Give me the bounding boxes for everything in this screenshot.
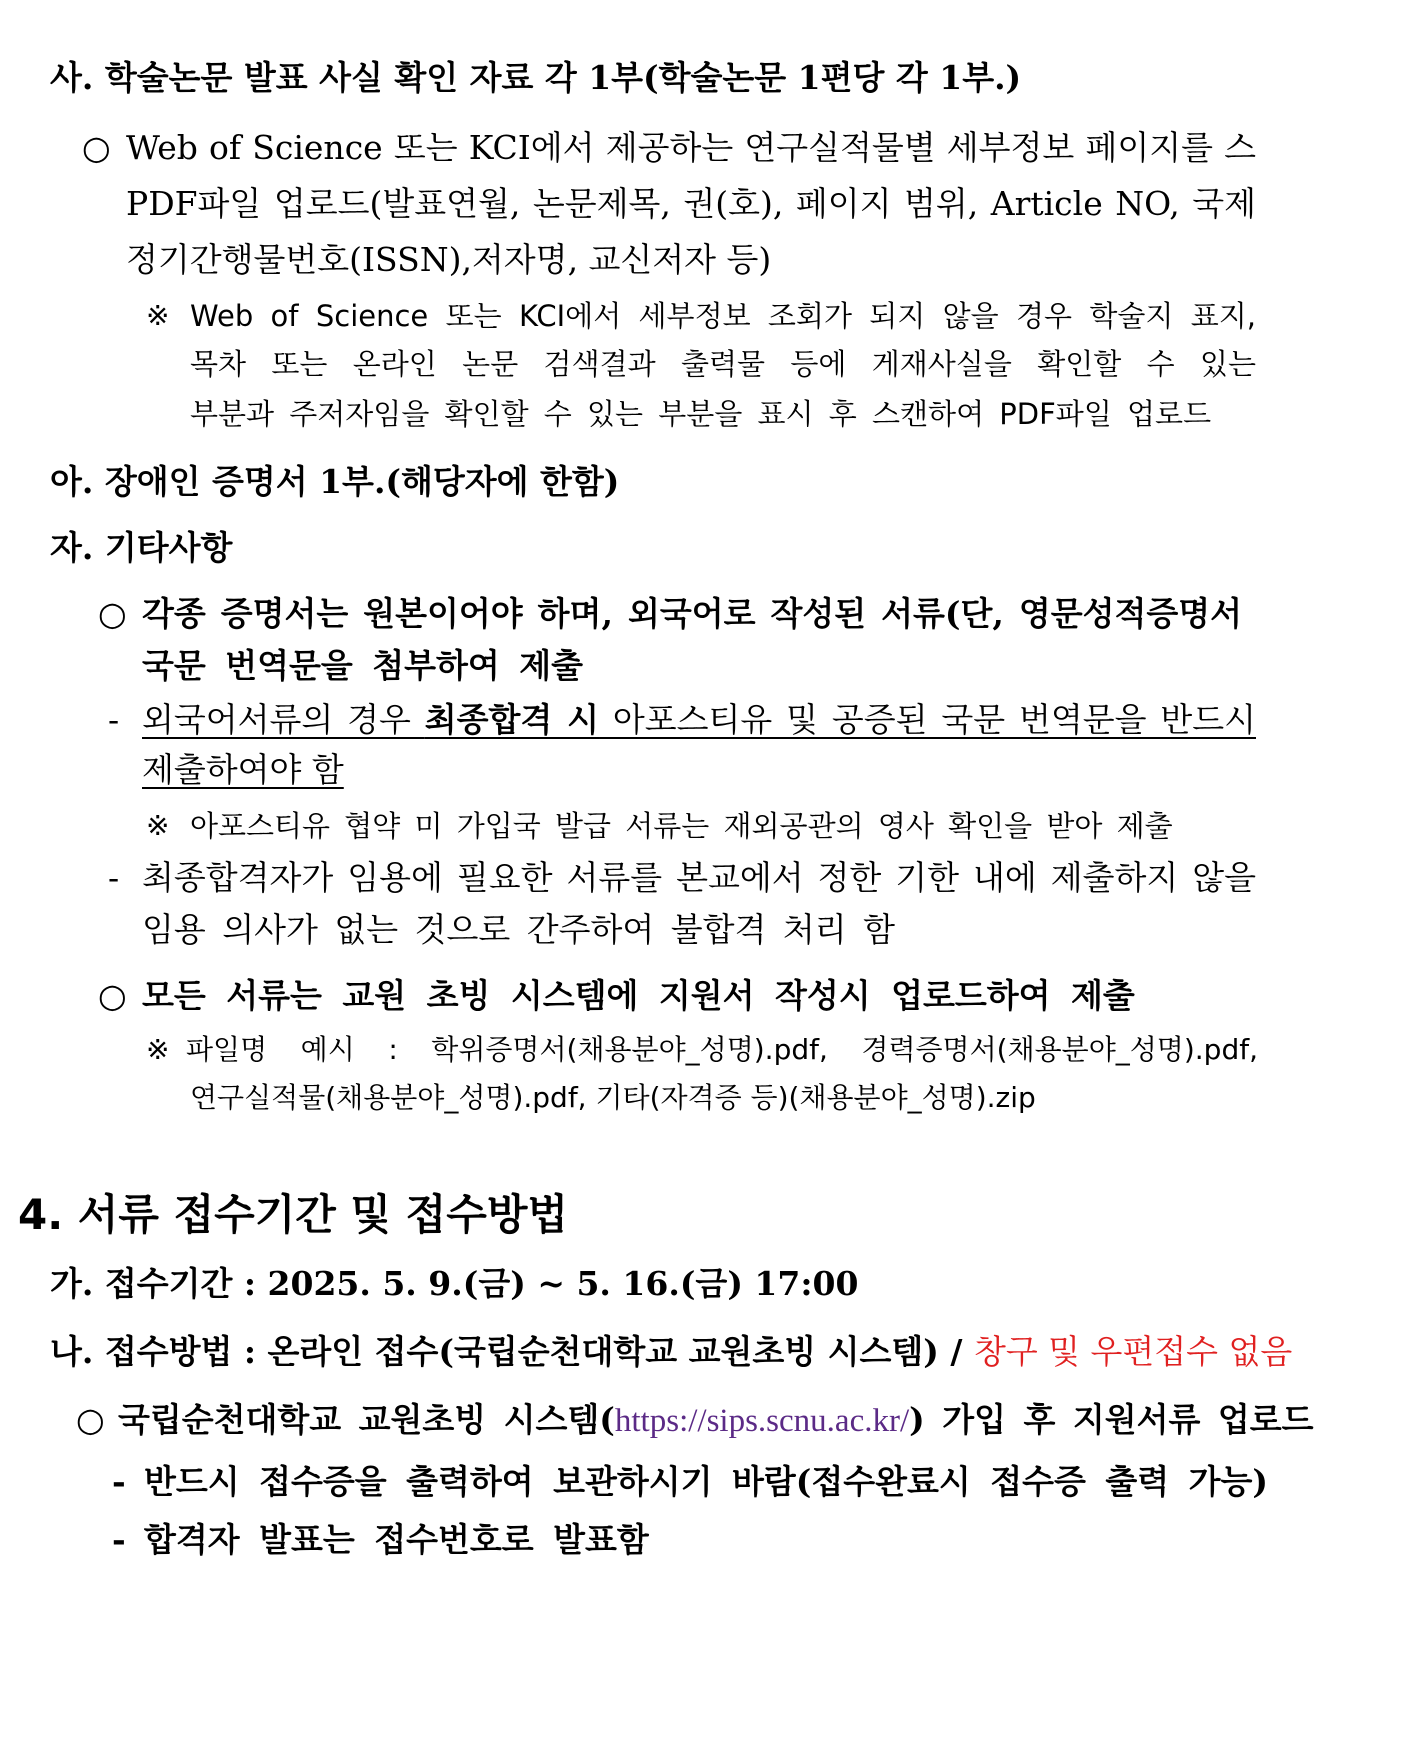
dash-icon: - — [108, 858, 120, 897]
sa-note-2: 목차 또는 온라인 논문 검색결과 출력물 등에 게재사실을 확인할 수 있는 — [190, 347, 1256, 381]
ja-file-note-2: 연구실적물(채용분야_성명).pdf, 기타(자격증 등)(채용분야_성명).zip — [190, 1081, 1036, 1114]
ja-dash1-line-1 — [142, 700, 1256, 740]
note-mark-icon: ※ — [146, 299, 170, 332]
upload-pre: 국립순천대학교 교원초빙 시스템( — [118, 1400, 615, 1439]
sa-note-3: 부분과 주저자임을 확인할 수 있는 부분을 표시 후 스캔하여 PDF파일 업로드 — [190, 397, 1212, 431]
method-label: 나. 접수방법 : 온라인 접수(국립순천대학교 교원초빙 시스템) / — [50, 1332, 974, 1371]
ja-dash1-bold: 최종합격 시 — [424, 700, 600, 739]
sa-line-2: PDF파일 업로드(발표연월, 논문제목, 권(호), 페이지 범위, Article NO, 국제 — [126, 184, 1256, 223]
bullet-icon: ○ — [82, 128, 111, 167]
ja-dash1-post: 아포스티유 및 공증된 국문 번역문을 반드시 — [612, 700, 1256, 739]
section-sa-title: 사. 학술논문 발표 사실 확인 자료 각 1부(학술논문 1편당 각 1부.) — [50, 58, 1022, 97]
sips-link[interactable]: https://sips.scnu.ac.kr/ — [614, 1403, 910, 1439]
ja-dash1-pre: 외국어서류의 경우 — [142, 700, 425, 739]
section4-announce-note: 합격자 발표는 접수번호로 발표함 — [144, 1520, 649, 1559]
bullet-icon: ○ — [98, 976, 127, 1015]
note-mark-icon: ※ — [146, 809, 170, 842]
ja-file-note-1: 파일명 예시 : 학위증명서(채용분야_성명).pdf, 경력증명서(채용분야_성명).pdf, — [186, 1033, 1258, 1066]
section-ja-title: 자. 기타사항 — [50, 528, 233, 567]
no-window-mail-notice: 창구 및 우편접수 없음 — [973, 1332, 1293, 1371]
sa-line-1: Web of Science 또는 KCI에서 제공하는 연구실적물별 세부정보 페이지를 스 — [126, 128, 1256, 167]
section4-period: 가. 접수기간 : 2025. 5. 9.(금) ~ 5. 16.(금) 17:00 — [50, 1264, 859, 1303]
sa-note-1: Web of Science 또는 KCI에서 세부정보 조회가 되지 않을 경우 학술지 표지, — [190, 299, 1256, 333]
section4-print-note: 반드시 접수증을 출력하여 보관하시기 바람(접수완료시 접수증 출력 가능) — [144, 1462, 1268, 1501]
ja-item1-line-1: 각종 증명서는 원본이어야 하며, 외국어로 작성된 서류(단, 영문성적증명서 — [142, 594, 1242, 633]
bullet-icon: ○ — [76, 1400, 105, 1439]
ja-dash1-line-2: 제출하여야 함 — [142, 750, 344, 789]
dash-icon: - — [112, 1520, 126, 1559]
dash-icon: - — [108, 700, 120, 739]
section-a-title: 아. 장애인 증명서 1부.(해당자에 한함) — [50, 462, 620, 501]
dash-icon: - — [112, 1462, 126, 1501]
ja-item1-line-2: 국문 번역문을 첨부하여 제출 — [142, 646, 584, 685]
ja-item2: 모든 서류는 교원 초빙 시스템에 지원서 작성시 업로드하여 제출 — [142, 976, 1135, 1015]
ja-dash2-line-2: 임용 의사가 없는 것으로 간주하여 불합격 처리 함 — [142, 910, 895, 949]
note-mark-icon: ※ — [146, 1033, 170, 1066]
upload-post: ) 가입 후 지원서류 업로드 — [909, 1400, 1314, 1439]
section4-upload — [118, 1400, 1313, 1441]
ja-dash2-line-1: 최종합격자가 임용에 필요한 서류를 본교에서 정한 기한 내에 제출하지 않을 — [142, 858, 1256, 897]
ja-dash1-note: 아포스티유 협약 미 가입국 발급 서류는 재외공관의 영사 확인을 받아 제출 — [190, 809, 1173, 843]
section4-method — [50, 1332, 1292, 1372]
bullet-icon: ○ — [98, 594, 127, 633]
sa-line-3: 정기간행물번호(ISSN),저자명, 교신저자 등) — [126, 240, 772, 279]
section-4-heading: 4. 서류 접수기간 및 접수방법 — [18, 1190, 568, 1239]
